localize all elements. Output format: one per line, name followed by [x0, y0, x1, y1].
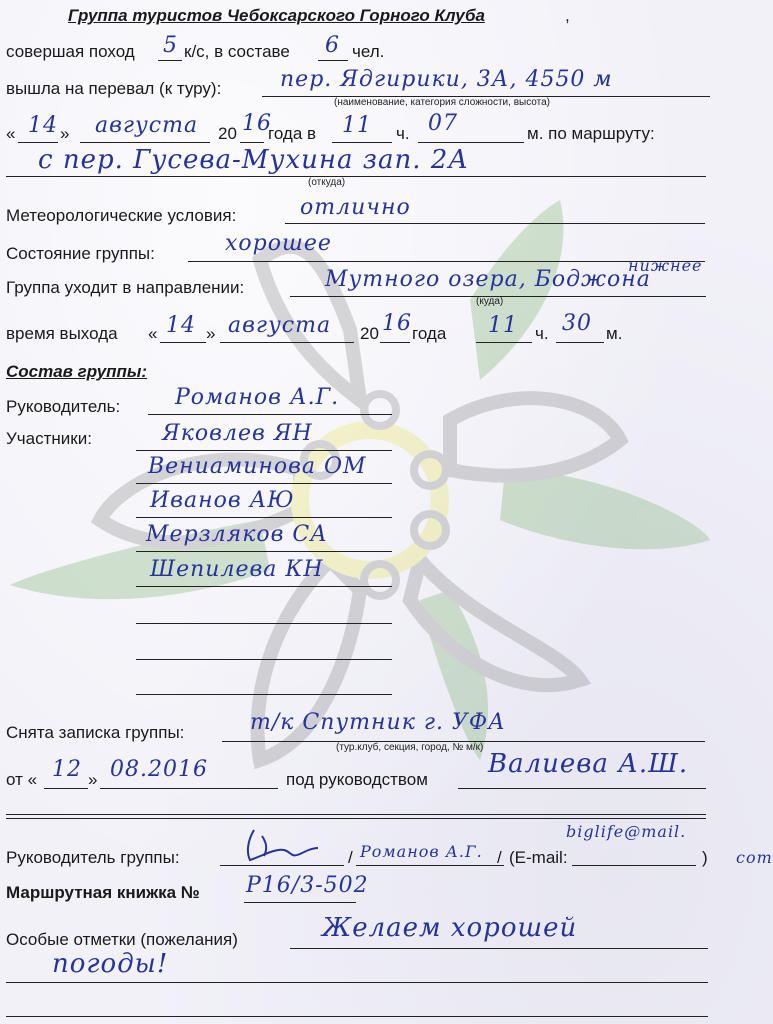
date-year-prefix: 20 — [218, 124, 237, 143]
notes-line-2 — [6, 982, 708, 983]
notes-label: Особые отметки (пожелания) — [6, 930, 238, 949]
route-book-line — [244, 902, 356, 903]
date-open-quote: « — [6, 124, 16, 143]
departure-day-value: 14 — [166, 313, 196, 338]
removed-label: Снята записка группы: — [6, 723, 185, 742]
date-month-line — [80, 142, 210, 143]
departure-month-line — [220, 342, 354, 343]
departure-minute-value: 30 — [562, 311, 592, 336]
date-year-line — [240, 142, 264, 143]
count-line — [318, 60, 348, 61]
departure-day-line — [160, 342, 206, 343]
route-label: м. по маршруту: — [527, 124, 655, 143]
difficulty-line — [158, 60, 182, 61]
member-line-3 — [136, 517, 392, 518]
email-label: (E-mail: — [509, 848, 568, 867]
leader-sign-label: Руководитель группы: — [6, 848, 180, 867]
date-hour-line — [332, 142, 392, 143]
difficulty-unit: к/с, в составе — [184, 42, 290, 61]
composition-heading: Состав группы: — [6, 362, 148, 381]
header-comma: , — [565, 6, 570, 25]
from-hint: (откуда) — [308, 177, 346, 188]
removed-from-label: от « — [6, 770, 38, 789]
direction-value: Мутного озера, Боджона — [325, 267, 651, 292]
member-3: Иванов АЮ — [150, 488, 295, 513]
removed-under-line — [458, 788, 706, 789]
separator-line-a — [6, 814, 706, 815]
email-value: biglife@mail. — [566, 822, 687, 841]
email-line — [572, 865, 696, 866]
removed-date-value: 08.2016 — [110, 757, 208, 782]
notes-line-1 — [290, 948, 708, 949]
route-book-value: Р16/3-502 — [246, 873, 369, 898]
member-line-5 — [136, 586, 392, 587]
member-1: Яковлев ЯН — [162, 421, 313, 446]
departure-month-value: августа — [228, 313, 332, 338]
member-line-2 — [136, 483, 392, 484]
pass-value: пер. Ядгирики, 3А, 4550 м — [280, 67, 613, 92]
email-tail: com — [736, 848, 773, 867]
date-year-value: 16 — [242, 111, 272, 136]
departure-minute-line — [556, 342, 604, 343]
separator-line-b — [6, 818, 706, 819]
leader-sign-name: Романов А.Г. — [360, 842, 483, 861]
removed-under-label: под руководством — [286, 770, 428, 789]
leader-name-line — [356, 865, 504, 866]
weather-value: отлично — [300, 195, 411, 220]
route-book-label: Маршрутная книжка № — [6, 883, 200, 902]
leader-label: Руководитель: — [6, 397, 121, 416]
member-2: Вениаминова ОМ — [148, 454, 367, 479]
removed-under-value: Валиева А.Ш. — [488, 749, 689, 779]
direction-label: Группа уходит в направлении: — [6, 278, 245, 297]
member-line-7 — [136, 659, 392, 660]
removed-value: т/к Спутник г. УФА — [250, 710, 506, 735]
from-line — [6, 176, 706, 177]
pass-hint: (наименование, категория сложности, высота) — [334, 97, 551, 108]
member-line-6 — [136, 623, 392, 624]
state-value: хорошее — [225, 231, 332, 256]
email-close-paren: ) — [702, 848, 708, 867]
direction-hint: (куда) — [476, 296, 504, 307]
departure-hour-unit: ч. — [535, 324, 549, 343]
date-day-value: 14 — [28, 113, 58, 138]
people-unit: чел. — [352, 42, 385, 61]
group-count-value: 6 — [325, 33, 340, 58]
date-at-label: года в — [268, 124, 317, 143]
date-minute-line — [418, 142, 524, 143]
departure-open-quote: « — [148, 324, 158, 343]
date-hour-value: 11 — [342, 113, 372, 138]
departure-minute-unit: м. — [606, 324, 623, 343]
departure-close-quote: » — [206, 324, 216, 343]
leader-sign-slash-2: / — [497, 848, 502, 867]
departure-year-prefix: 20 — [360, 324, 379, 343]
member-line-1 — [136, 450, 392, 451]
departure-year-value: 16 — [382, 311, 412, 336]
leader-value: Романов А.Г. — [175, 385, 340, 410]
member-line-8 — [136, 694, 392, 695]
removed-close-quote: » — [88, 770, 98, 789]
departure-year-word: года — [412, 324, 447, 343]
difficulty-value: 5 — [163, 33, 178, 58]
notes-line-3 — [6, 1016, 708, 1017]
date-hour-unit: ч. — [396, 124, 410, 143]
state-label: Состояние группы: — [6, 244, 155, 263]
hike-label: совершая поход — [6, 42, 135, 61]
departure-hour-value: 11 — [488, 313, 518, 338]
leader-line — [148, 414, 392, 415]
notes-value-1: Желаем хорошей — [322, 913, 578, 943]
weather-label: Метеорологические условия: — [6, 206, 237, 225]
removed-hint: (тур.клуб, секция, город, № м/к) — [336, 742, 484, 753]
from-value: с пер. Гусева-Мухина зап. 2А — [38, 145, 469, 175]
removed-date-line — [100, 788, 278, 789]
member-5: Шепилева КН — [150, 557, 324, 582]
pass-label: вышла на перевал (к туру): — [6, 79, 222, 98]
member-4: Мерзляков СА — [146, 522, 328, 547]
date-month-value: августа — [95, 113, 199, 138]
direction-extra: нижнее — [628, 256, 703, 275]
members-label: Участники: — [6, 429, 92, 448]
leader-signature-mark — [232, 826, 322, 866]
header-title: Группа туристов Чебоксарского Горного Клуба — [68, 6, 485, 25]
member-line-4 — [136, 551, 392, 552]
date-close-quote: » — [60, 124, 70, 143]
departure-hour-line — [476, 342, 532, 343]
removed-day-line — [44, 788, 88, 789]
weather-line — [285, 223, 705, 224]
date-minute-value: 07 — [428, 111, 458, 136]
removed-day-value: 12 — [52, 757, 82, 782]
notes-value-2: погоды! — [52, 949, 169, 979]
departure-year-line — [380, 342, 410, 343]
departure-label: время выхода — [6, 324, 118, 343]
leader-sign-slash-1: / — [348, 848, 353, 867]
date-day-line — [18, 142, 58, 143]
